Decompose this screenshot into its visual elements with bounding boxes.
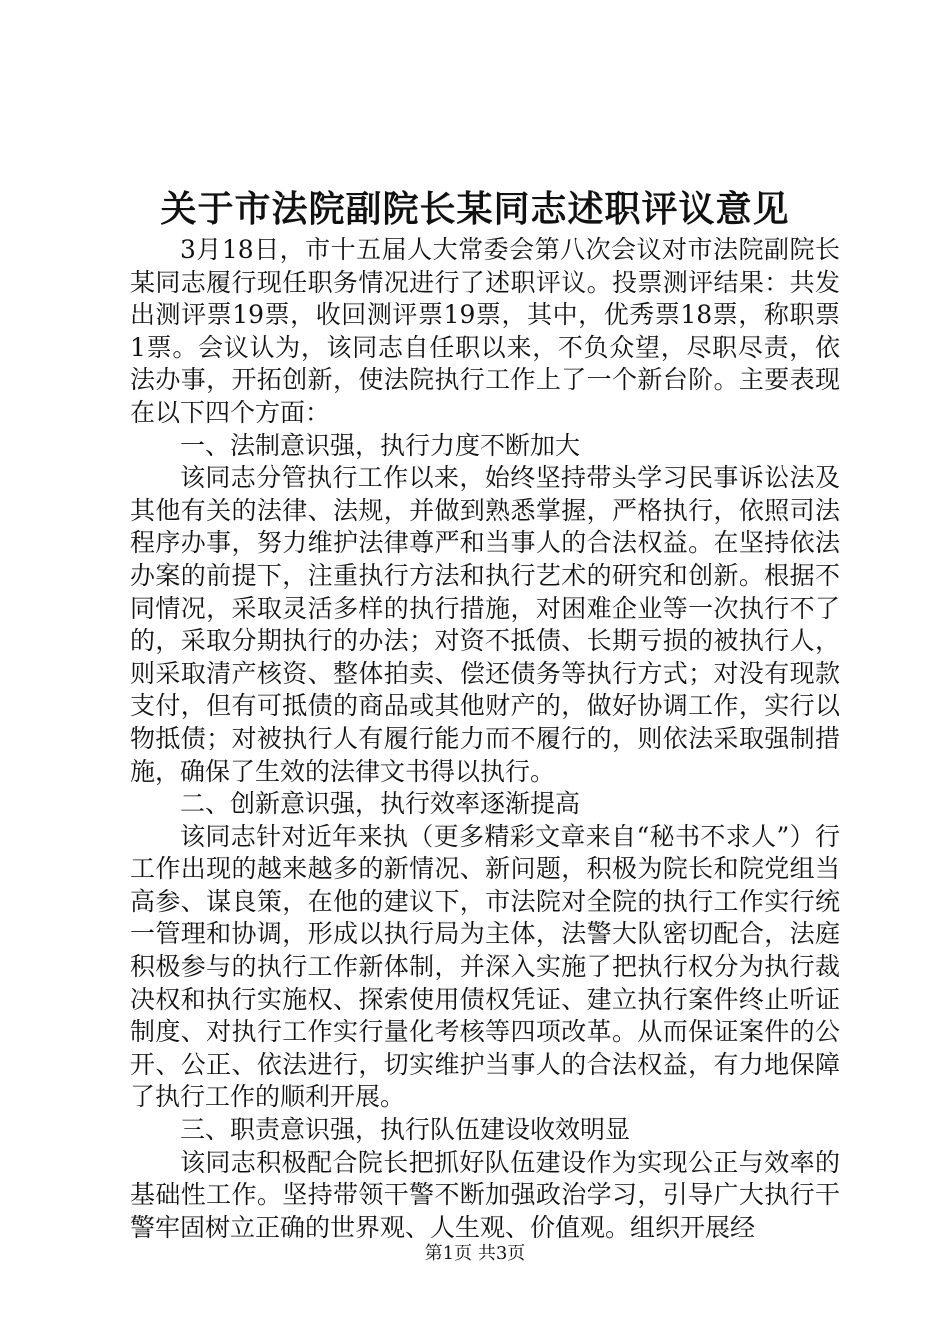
section-heading-2: 二、创新意识强，执行效率逐渐提高 xyxy=(180,789,581,819)
paragraph-section-1: 该同志分管执行工作以来，始终坚持带头学习民事诉讼法及其他有关的法律、法规，并做到熟悉掌握，严格执行，依照司法程序办事，努力维护法律尊严和当事人的合法权益。在坚持依法办案的前提下，注重执行方法和执行艺术的研究和创新。根据不同情况，采取灵活多样的执行措施，对困难企业等一次执行不了的，采取分期执行的办法；对资不抵债、长期亏损的被执行人，则采取清产核资、整体拍卖、偿还债务等执行方式；对没有现款支付，但有可抵债的商品或其他财产的，做好协调工作，实行以物抵债；对被执行人有履行能力而不履行的，则依法采取强制措施，确保了生效的法律文书得以执行。 xyxy=(130,463,840,786)
page-number-footer: 第1页 共3页 xyxy=(424,1243,526,1264)
section-heading-3: 三、职责意识强，执行队伍建设收效明显 xyxy=(180,1115,631,1145)
document-title: 关于市法院副院长某同志述职评议意见 xyxy=(160,188,790,230)
paragraph-section-3: 该同志积极配合院长把抓好队伍建设作为实现公正与效率的基础性工作。坚持带领干警不断加强政治学习，引导广大执行干警牢固树立正确的世界观、人生观、价值观。组织开展经 xyxy=(130,1147,840,1242)
paragraph-intro: 3月18日，市十五届人大常委会第八次会议对市法院副院长某同志履行现任职务情况进行了述职评议。投票测评结果：共发出测评票19票，收回测评票19票，其中，优秀票18票，称职票1票。会议认为，该同志自任职以来，不负众望，尽职尽责，依法办事，开拓创新，使法院执行工作上了一个新台阶。主要表现在以下四个方面： xyxy=(130,235,840,427)
paragraph-section-2: 该同志针对近年来执（更多精彩文章来自“秘书不求人”）行工作出现的越来越多的新情况、新问题，积极为院长和院党组当高参、谋良策，在他的建议下，市法院对全院的执行工作实行统一管理和协调，形成以执行局为主体，法警大队密切配合，法庭积极参与的执行工作新体制，并深入实施了把执行权分为执行裁决权和执行实施权、探索使用债权凭证、建立执行案件终止听证制度、对执行工作实行量化考核等四项改革。从而保证案件的公开、公正、依法进行，切实维护当事人的合法权益，有力地保障了执行工作的顺利开展。 xyxy=(130,821,840,1112)
document-body xyxy=(130,234,840,1244)
section-heading-1: 一、法制意识强，执行力度不断加大 xyxy=(180,430,581,460)
